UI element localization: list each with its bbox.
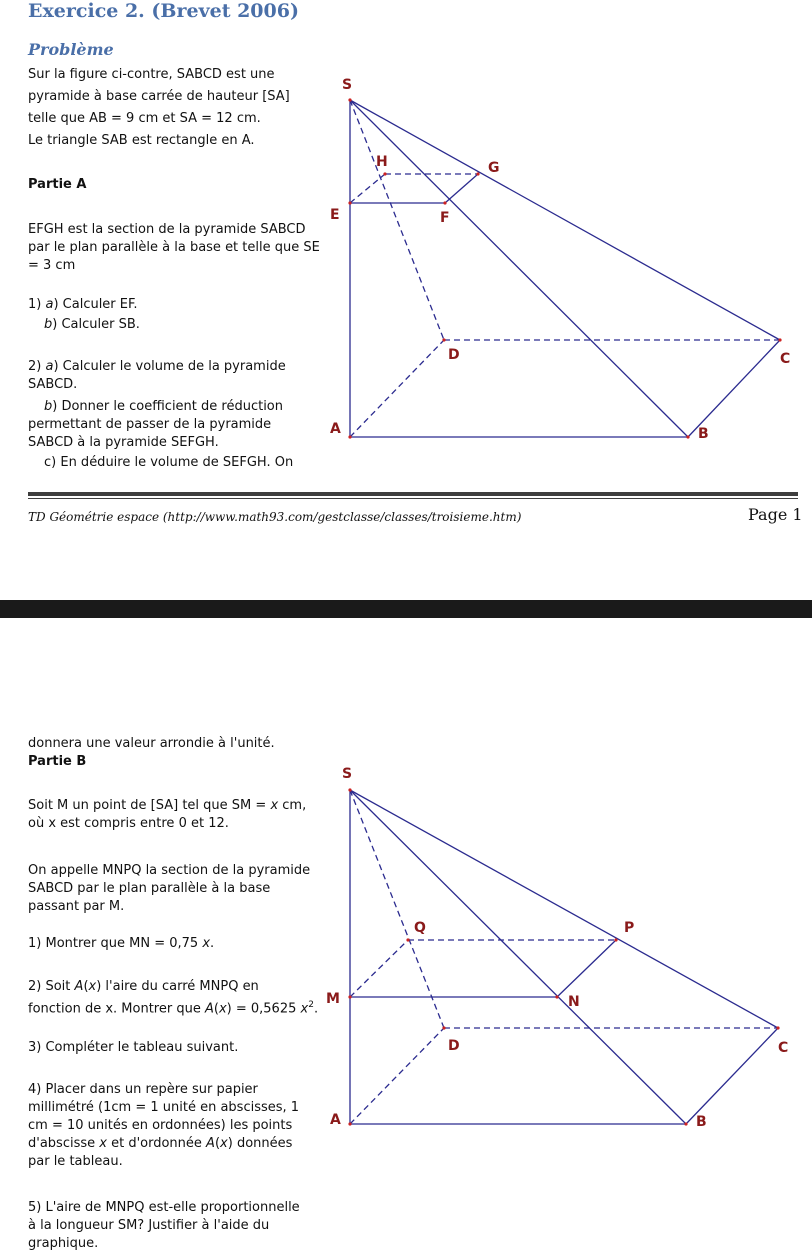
partB-text-M-1: Soit M un point de [SA] tel que SM = x cm, <box>28 798 307 813</box>
label-D: D <box>448 1038 460 1054</box>
partA-text-2: par le plan parallèle à la base et telle que SE <box>28 240 320 255</box>
partA-question-1b: b) Calculer SB. <box>44 317 140 332</box>
label-B: B <box>696 1114 707 1130</box>
partA-question-2a-cont: SABCD. <box>28 377 78 392</box>
edge-BC <box>686 1028 778 1124</box>
edge-SB <box>350 790 686 1124</box>
intro-line-4: Le triangle SAB est rectangle en A. <box>28 133 255 148</box>
label-P: P <box>624 920 635 936</box>
point-C <box>776 1026 779 1029</box>
partB-question-1: 1) Montrer que MN = 0,75 x. <box>28 936 215 951</box>
label-G: G <box>488 160 500 176</box>
label-C: C <box>778 1040 789 1056</box>
edge-SC <box>350 790 778 1028</box>
partB-text-N-2: SABCD par le plan parallèle à la base <box>28 881 271 896</box>
label-H: H <box>376 154 388 170</box>
partB-question-5-line3: graphique. <box>28 1236 99 1251</box>
partA-question-1a: 1) a) Calculer EF. <box>28 297 138 312</box>
partB-question-4-line5: par le tableau. <box>28 1154 123 1169</box>
partB-text-M-2: où x est compris entre 0 et 12. <box>28 816 229 831</box>
label-N: N <box>568 994 580 1010</box>
partB-question-5-line2: à la longueur SM? Justifier à l'aide du <box>28 1218 270 1233</box>
label-E: E <box>330 207 340 223</box>
partA-question-2a: 2) a) Calculer le volume de la pyramide <box>28 359 286 374</box>
partA-question-2b: b) Donner le coefficient de réduction <box>44 399 284 414</box>
intro-line-2: pyramide à base carrée de hauteur [SA] <box>28 89 290 104</box>
label-F: F <box>440 210 450 226</box>
intro-line-3: telle que AB = 9 cm et SA = 12 cm. <box>28 111 261 126</box>
partB-text-N-1: On appelle MNPQ la section de la pyramide <box>28 863 311 878</box>
point-M <box>348 995 351 998</box>
partA-question-2c: c) En déduire le volume de SEFGH. On <box>44 455 294 470</box>
partA-continuation: donnera une valeur arrondie à l'unité. <box>28 736 275 751</box>
intro-line-1: Sur la figure ci-contre, SABCD est une <box>28 67 275 82</box>
partA-text-3: = 3 cm <box>28 258 76 273</box>
partA-heading: Partie A <box>28 177 87 192</box>
label-Q: Q <box>414 920 426 936</box>
partB-question-2-line1: 2) Soit A(x) l'aire du carré MNPQ en <box>28 979 259 994</box>
partB-question-4-line4: d'abscisse x et d'ordonnée A(x) données <box>28 1136 293 1151</box>
point-N <box>555 995 558 998</box>
page-number: Page 1 <box>748 505 803 524</box>
partB-question-4-line1: 4) Placer dans un repère sur papier <box>28 1082 258 1097</box>
partB-text-N-3: passant par M. <box>28 899 125 914</box>
partB-question-2-line2: fonction de x. Montrer que A(x) = 0,5625 $x^2$. <box>28 1000 319 1017</box>
point-S <box>348 788 351 791</box>
label-B: B <box>698 426 709 442</box>
exercise-title: Exercice 2. (Brevet 2006) <box>28 0 299 22</box>
partB-heading: Partie B <box>28 754 87 769</box>
point-D <box>442 1026 445 1029</box>
partB-question-5-line1: 5) L'aire de MNPQ est-elle proportionnelle <box>28 1200 300 1215</box>
partB-question-4-line2: millimétré (1cm = 1 unité en abscisses, 1 <box>28 1100 300 1115</box>
partA-question-2b-line3: SABCD à la pyramide SEFGH. <box>28 435 219 450</box>
label-A: A <box>330 1112 341 1128</box>
point-A <box>348 1122 351 1125</box>
partA-text-1: EFGH est la section de la pyramide SABCD <box>28 222 306 237</box>
edge-NP <box>557 940 616 997</box>
point-P <box>614 938 617 941</box>
partB-question-3: 3) Compléter le tableau suivant. <box>28 1040 239 1055</box>
point-Q <box>406 938 409 941</box>
label-D: D <box>448 347 460 363</box>
label-M: M <box>326 991 340 1007</box>
label-A: A <box>330 421 341 437</box>
label-C: C <box>780 351 791 367</box>
footer-source: TD Géométrie espace (http://www.math93.com/gestclasse/classes/troisieme.htm) <box>28 510 522 524</box>
edge-MQ <box>350 940 408 997</box>
section-heading-probleme: Problème <box>28 40 114 59</box>
point-B <box>684 1122 687 1125</box>
label-S: S <box>342 77 353 93</box>
edge-SD <box>350 790 444 1028</box>
label-S: S <box>342 766 353 782</box>
partB-question-4-line3: cm = 10 unités en ordonnées) les points <box>28 1118 293 1133</box>
edge-AD <box>350 1028 444 1124</box>
partA-question-2b-line2: permettant de passer de la pyramide <box>28 417 272 432</box>
